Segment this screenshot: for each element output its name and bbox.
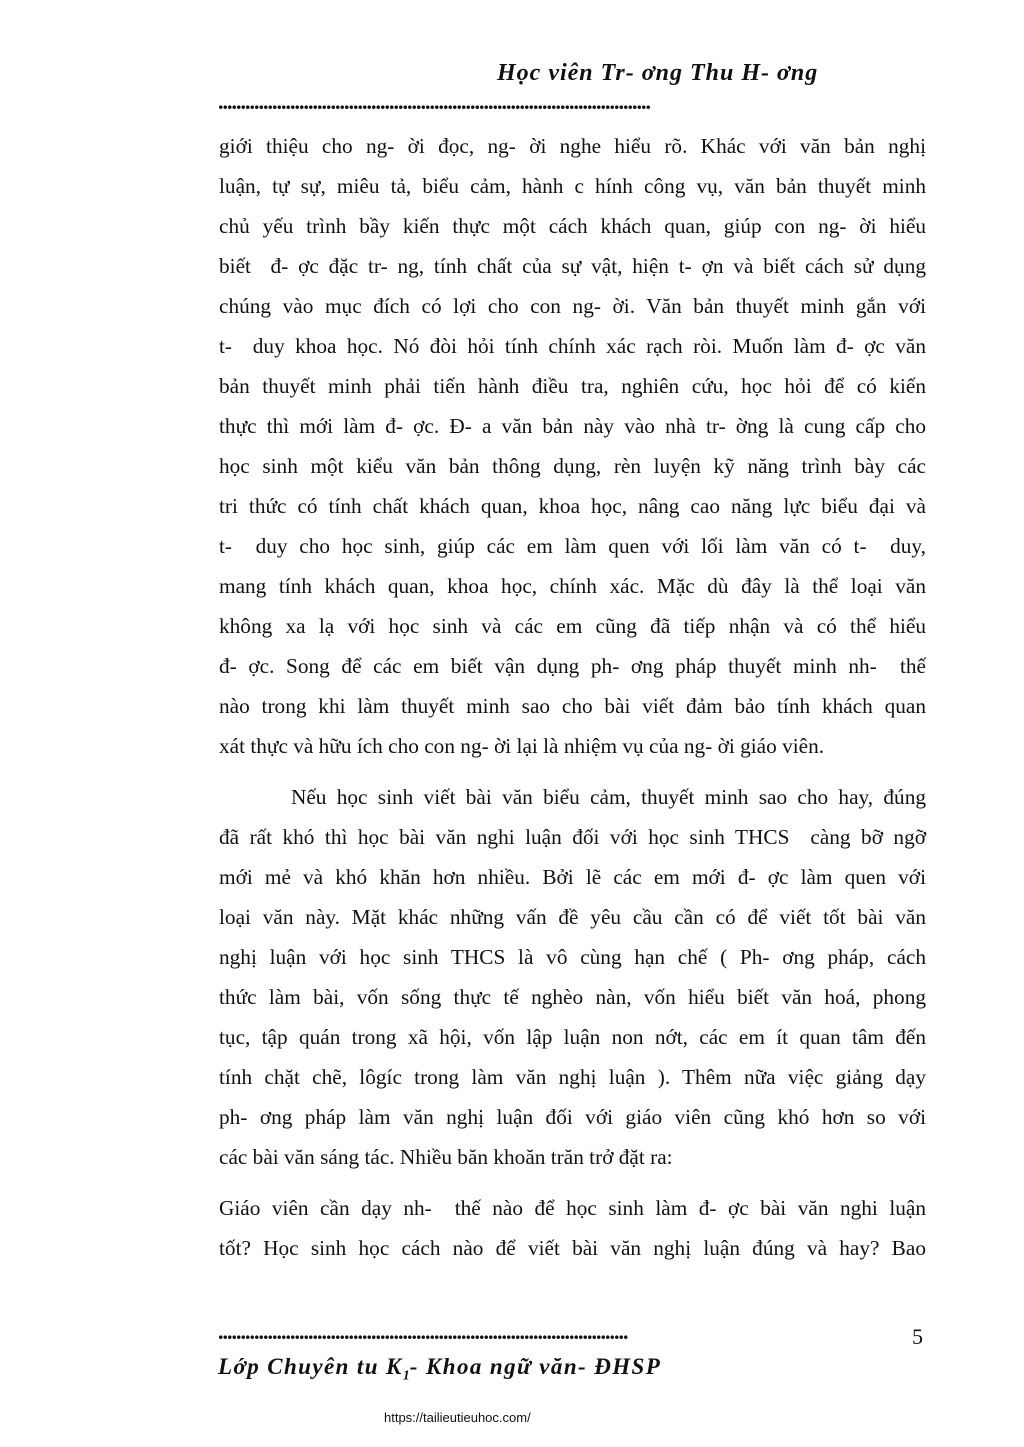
text-line: mới mẻ và khó khăn hơn nhiều. Bởi lẽ các em mới đ- ợc làm quen với	[219, 865, 926, 889]
header-author: Học viên Tr- ơng Thu H- ơng	[497, 60, 819, 86]
text-line: tri thức có tính chất khách quan, khoa học, nâng cao năng lực biểu đại và	[219, 494, 926, 518]
page-number: 5	[912, 1324, 923, 1349]
paragraph	[219, 1188, 926, 1268]
paragraph	[219, 126, 926, 766]
footer-class-suffix: - Khoa ngữ văn- ĐHSP	[409, 1354, 662, 1379]
source-url[interactable]: https://tailieutieuhoc.com/	[384, 1410, 531, 1425]
text-line: các bài văn sáng tác. Nhiều băn khoăn trăn trở đặt ra:	[219, 1145, 673, 1169]
text-line: không xa lạ với học sinh và các em cũng đã tiếp nhận và có thể hiểu	[219, 614, 926, 638]
text-line: học sinh một kiểu văn bản thông dụng, rèn luyện kỹ năng trình bày các	[219, 454, 926, 478]
document-body	[219, 126, 926, 1268]
text-line: mang tính khách quan, khoa học, chính xác. Mặc dù đây là thể loại văn	[219, 574, 926, 598]
footer-dotted-rule: ...........................................................................................	[218, 1322, 628, 1342]
text-line: nào trong khi làm thuyết minh sao cho bài viết đảm bảo tính khách quan	[219, 694, 926, 718]
text-line: thực thì mới làm đ- ợc. Đ- a văn bản này vào nhà tr- ờng là cung cấp cho	[219, 414, 926, 438]
text-line: thức làm bài, vốn sống thực tế nghèo nàn, vốn hiểu biết văn hoá, phong	[219, 985, 926, 1009]
text-line: t- duy cho học sinh, giúp các em làm quen với lối làm văn có t- duy,	[219, 534, 926, 558]
paragraph	[219, 777, 926, 1177]
text-line: đã rất khó thì học bài văn nghi luận đối với học sinh THCS càng bỡ ngỡ	[219, 825, 926, 849]
footer-class-subscript: 1	[402, 1368, 410, 1384]
footer-class-prefix: Lớp Chuyên tu K	[218, 1354, 403, 1379]
text-line: Giáo viên cần dạy nh- thế nào để học sinh làm đ- ợc bài văn nghi luận	[219, 1196, 926, 1220]
text-line: tục, tập quán trong xã hội, vốn lập luận non nớt, các em ít quan tâm đến	[219, 1025, 926, 1049]
footer-class-label	[218, 1354, 661, 1385]
text-line: bản thuyết minh phải tiến hành điều tra, nghiên cứu, học hỏi để có kiến	[219, 374, 926, 398]
text-line: luận, tự sự, miêu tả, biểu cảm, hành c hính công vụ, văn bản thuyết minh	[219, 174, 926, 198]
text-line: xát thực và hữu ích cho con ng- ời lại là nhiệm vụ của ng- ời giáo viên.	[219, 734, 825, 758]
text-line: Nếu học sinh viết bài văn biểu cảm, thuyết minh sao cho hay, đúng	[219, 785, 926, 809]
text-line: đ- ợc. Song để các em biết vận dụng ph- ơng pháp thuyết minh nh- thế	[219, 654, 926, 678]
paragraph-gap	[219, 1177, 926, 1188]
header-dotted-rule: ................................................................................................	[218, 92, 650, 112]
text-line: nghị luận với học sinh THCS là vô cùng hạn chế ( Ph- ơng pháp, cách	[219, 945, 926, 969]
text-line: loại văn này. Mặt khác những vấn đề yêu cầu cần có để viết tốt bài văn	[219, 905, 926, 929]
text-line: ph- ơng pháp làm văn nghị luận đối với giáo viên cũng khó hơn so với	[219, 1105, 926, 1129]
text-line: tốt? Học sinh học cách nào để viết bài văn nghị luận đúng và hay? Bao	[219, 1236, 926, 1260]
text-line: chúng vào mục đích có lợi cho con ng- ời. Văn bản thuyết minh gắn với	[219, 294, 926, 318]
text-line: tính chặt chẽ, lôgíc trong làm văn nghị luận ). Thêm nữa việc giảng dạy	[219, 1065, 926, 1089]
paragraph-gap	[219, 766, 926, 777]
text-line: chủ yếu trình bầy kiến thực một cách khách quan, giúp con ng- ời hiểu	[219, 214, 926, 238]
text-line: giới thiệu cho ng- ời đọc, ng- ời nghe hiểu rõ. Khác với văn bản nghị	[219, 134, 926, 158]
text-line: t- duy khoa học. Nó đòi hỏi tính chính xác rạch ròi. Muốn làm đ- ợc văn	[219, 334, 926, 358]
text-line: biết đ- ợc đặc tr- ng, tính chất của sự vật, hiện t- ợn và biết cách sử dụng	[219, 254, 926, 278]
